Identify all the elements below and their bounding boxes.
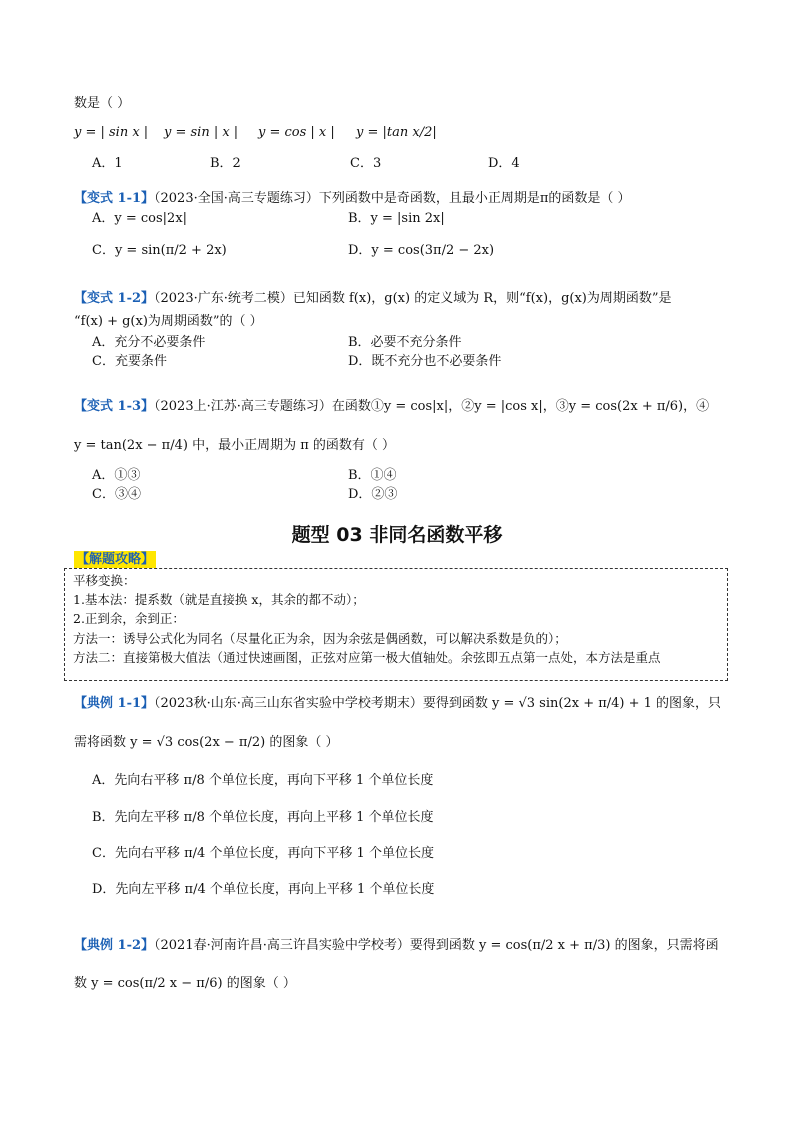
example-text-2: 需将函数 y = √3 cos(2x − π/2) 的图象（ ） <box>74 735 339 750</box>
variant-1-1 <box>74 190 631 208</box>
example-text: （2023秋·山东·高三山东省实验中学校考期末）要得到函数 y = √3 sin(2x + π/4) + 1 的图象，只 <box>154 696 722 711</box>
option-a: A．先向右平移 π/8 个单位长度，再向下平移 1 个单位长度 <box>92 773 434 788</box>
variant-1-2 <box>74 290 672 308</box>
option-c: C．3 <box>350 156 382 171</box>
variant-tag: 【变式 1-2】 <box>74 291 155 306</box>
example-1-2 <box>74 937 719 955</box>
option-a: A．y = cos|2x| <box>92 211 188 226</box>
option-b: B．①④ <box>348 468 397 483</box>
option-c: C．y = sin(π/2 + 2x) <box>92 243 227 258</box>
option-a: A．①③ <box>92 468 141 483</box>
function-4: y = |tan x/2| <box>356 125 437 140</box>
function-3: y = cos | x | <box>258 125 335 140</box>
option-c: C．先向右平移 π/4 个单位长度，再向下平移 1 个单位长度 <box>92 846 434 861</box>
example-tag: 【典例 1-1】 <box>74 696 155 711</box>
variant-tag: 【变式 1-1】 <box>74 191 155 206</box>
strategy-line: 平移变换： <box>73 573 136 588</box>
strategy-line: 方法二：直接第极大值法（通过快速画图，正弦对应第一极大值轴处。余弦即五点第一点处，本方法是重点 <box>73 650 661 665</box>
variant-text: （2023·全国·高三专题练习）下列函数中是奇函数，且最小正周期是π的函数是（ ） <box>154 191 631 206</box>
example-text: （2021春·河南许昌·高三许昌实验中学校考）要得到函数 y = cos(π/2 x + π/3) 的图象，只需将函 <box>154 938 719 953</box>
option-b: B．y = |sin 2x| <box>348 211 445 226</box>
variant-1-3 <box>74 398 709 416</box>
option-d: D．y = cos(3π/2 − 2x) <box>348 243 495 258</box>
example-tag: 【典例 1-2】 <box>74 938 155 953</box>
option-c: C．③④ <box>92 487 141 502</box>
question-continuation: 数是（ ） <box>74 96 131 111</box>
option-d: D．既不充分也不必要条件 <box>348 354 502 369</box>
variant-text-2: “f(x) + g(x)为周期函数”的（ ） <box>74 314 263 329</box>
function-1: y = | sin x | <box>74 125 149 140</box>
option-a: A．1 <box>92 156 123 171</box>
example-1-1 <box>74 695 721 713</box>
section-title: 题型 03 非同名函数平移 <box>291 524 503 546</box>
option-b: B．2 <box>210 156 241 171</box>
option-c: C．充要条件 <box>92 354 167 369</box>
option-b: B．先向左平移 π/8 个单位长度，再向上平移 1 个单位长度 <box>92 810 434 825</box>
example-text-2: 数 y = cos(π/2 x − π/6) 的图象（ ） <box>74 976 296 991</box>
strategy-line: 2.正到余，余到正： <box>73 611 185 626</box>
variant-text: （2023上·江苏·高三专题练习）在函数①y = cos|x|，②y = |cos x|，③y = cos(2x + π/6)，④ <box>154 399 710 414</box>
strategy-line: 方法一：诱导公式化为同名（尽量化正为余，因为余弦是偶函数，可以解决系数是负的）； <box>73 631 567 646</box>
strategy-box <box>64 568 728 681</box>
option-d: D．②③ <box>348 487 398 502</box>
option-a: A．充分不必要条件 <box>92 335 206 350</box>
variant-tag: 【变式 1-3】 <box>74 399 155 414</box>
option-d: D．先向左平移 π/4 个单位长度，再向上平移 1 个单位长度 <box>92 882 435 897</box>
variant-text: （2023·广东·统考二模）已知函数 f(x)，g(x) 的定义域为 R，则“f(x)，g(x)为周期函数”是 <box>154 291 672 306</box>
function-2: y = sin | x | <box>164 125 239 140</box>
strategy-tag: 【解题攻略】 <box>76 552 155 567</box>
strategy-line: 1.基本法：提系数（就是直接换 x，其余的都不动）； <box>73 592 365 607</box>
option-d: D．4 <box>488 156 520 171</box>
option-b: B．必要不充分条件 <box>348 335 462 350</box>
variant-text-2: y = tan(2x − π/4) 中，最小正周期为 π 的函数有（ ） <box>74 438 396 453</box>
